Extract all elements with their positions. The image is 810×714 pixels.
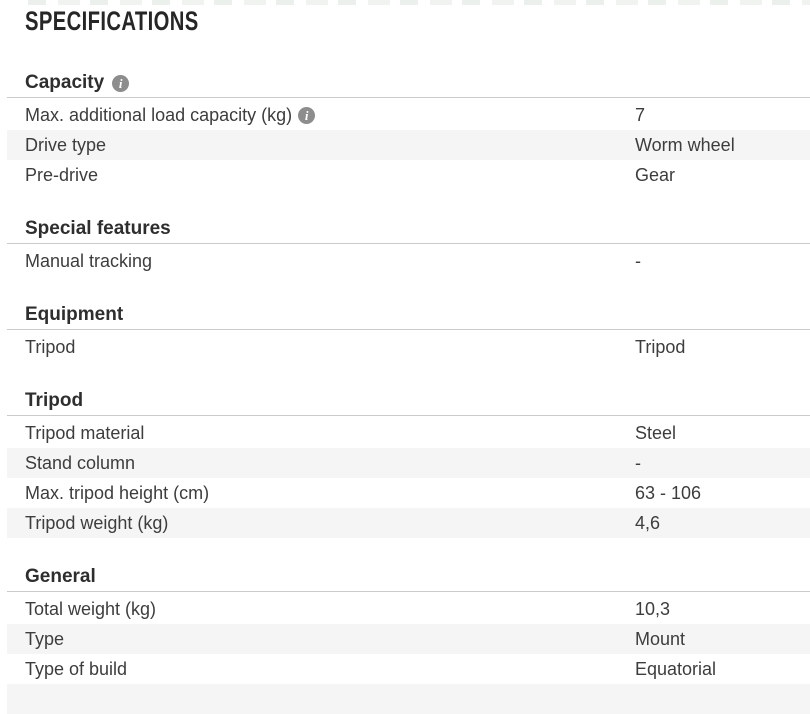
spec-row xyxy=(7,130,810,160)
spec-value: Tripod xyxy=(635,336,686,357)
spec-row xyxy=(7,624,810,654)
spec-label-text: Total weight (kg) xyxy=(25,598,157,619)
section-title: Tripod xyxy=(25,390,84,411)
spec-row xyxy=(7,246,810,276)
section-rows xyxy=(7,594,810,684)
info-circle-icon[interactable]: i xyxy=(298,107,315,124)
section-title: Special features xyxy=(25,218,171,239)
spec-label-text: Stand column xyxy=(25,452,136,473)
spec-value: - xyxy=(635,452,641,473)
spec-section xyxy=(0,566,810,684)
spec-label-text: Drive type xyxy=(25,134,107,155)
page-title-text: SPECIFICATIONS xyxy=(25,6,199,36)
spec-value: Gear xyxy=(635,164,676,185)
spec-value: 7 xyxy=(635,104,646,125)
section-divider xyxy=(7,415,810,416)
section-divider xyxy=(7,97,810,98)
section-rows xyxy=(7,418,810,538)
spec-row xyxy=(7,478,810,508)
section-header xyxy=(0,304,810,326)
spec-label-text: Pre-drive xyxy=(25,164,99,185)
spec-section xyxy=(0,304,810,362)
section-header xyxy=(0,218,810,240)
section-rows xyxy=(7,246,810,276)
spec-row xyxy=(7,594,810,624)
spec-row xyxy=(7,508,810,538)
spec-section xyxy=(0,218,810,276)
spec-value: 63 - 106 xyxy=(635,482,702,503)
section-header xyxy=(0,566,810,588)
spec-label-text: Max. tripod height (cm) xyxy=(25,482,210,503)
page-title xyxy=(0,0,810,34)
spec-row xyxy=(7,418,810,448)
clipped-next-row xyxy=(7,684,810,714)
section-title: Equipment xyxy=(25,304,124,325)
section-title: Capacity xyxy=(25,72,105,93)
spec-value: Worm wheel xyxy=(635,134,735,155)
section-divider xyxy=(7,243,810,244)
spec-label-text: Type of build xyxy=(25,658,128,679)
spec-section xyxy=(0,72,810,190)
section-divider xyxy=(7,591,810,592)
spec-label-text: Tripod weight (kg) xyxy=(25,512,169,533)
section-rows xyxy=(7,100,810,190)
section-header xyxy=(0,72,810,94)
section-rows xyxy=(7,332,810,362)
clipped-content-above-artifact xyxy=(28,0,810,5)
spec-value: Equatorial xyxy=(635,658,717,679)
spec-value: - xyxy=(635,250,641,271)
spec-row xyxy=(7,160,810,190)
section-header xyxy=(0,390,810,412)
spec-label-text: Tripod xyxy=(25,336,76,357)
spec-section xyxy=(0,390,810,538)
spec-value: 4,6 xyxy=(635,512,661,533)
spec-value: Mount xyxy=(635,628,686,649)
spec-label-text: Max. additional load capacity (kg) xyxy=(25,104,293,125)
spec-sections xyxy=(0,72,810,684)
spec-row xyxy=(7,448,810,478)
section-divider xyxy=(7,329,810,330)
spec-value: 10,3 xyxy=(635,598,671,619)
spec-row xyxy=(7,654,810,684)
spec-row xyxy=(7,100,810,130)
info-circle-icon[interactable]: i xyxy=(112,75,129,92)
spec-label-text: Tripod material xyxy=(25,422,145,443)
spec-label-text: Type xyxy=(25,628,65,649)
spec-row xyxy=(7,332,810,362)
section-title: General xyxy=(25,566,96,587)
spec-label-text: Manual tracking xyxy=(25,250,153,271)
spec-value: Steel xyxy=(635,422,677,443)
